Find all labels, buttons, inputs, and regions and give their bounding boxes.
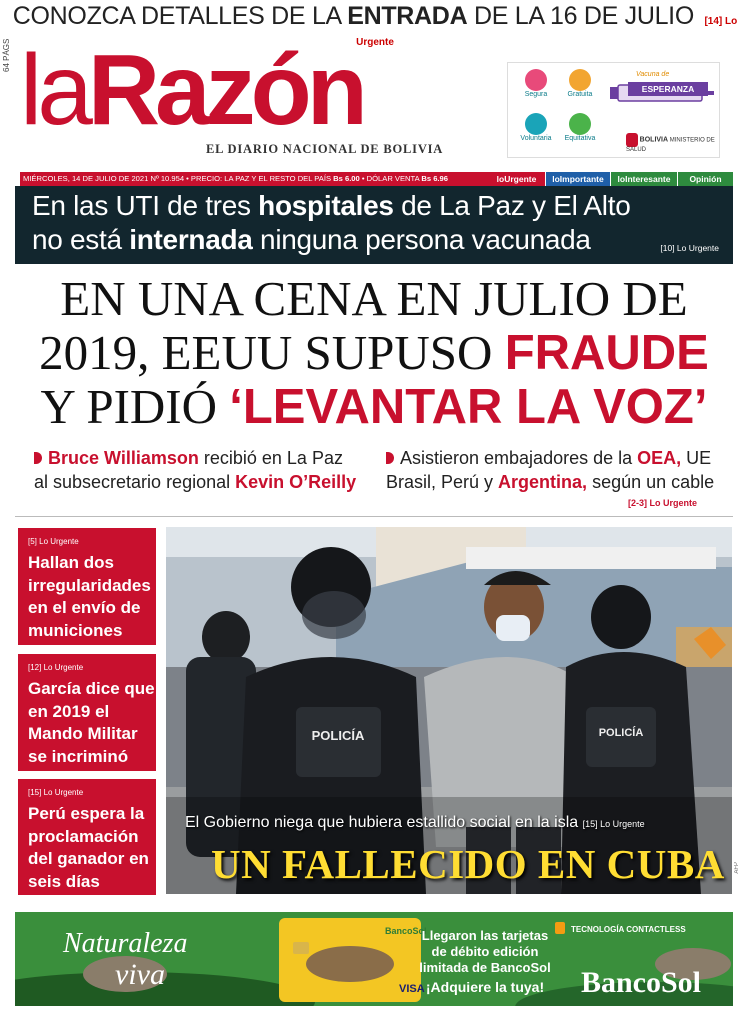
cuba-photo[interactable] — [166, 527, 732, 894]
story-ref: [15] Lo Urgente — [28, 788, 84, 797]
ad-brand: BancoSol — [580, 966, 702, 999]
newspaper-logo[interactable]: laRazón — [20, 34, 363, 146]
feature-voluntaria: Voluntaria — [514, 111, 558, 155]
top-teaser-text: CONOZCA DETALLES DE LA ENTRADA DE LA 16 DE JULIO — [12, 2, 694, 30]
ad-message-4: ¡Adquiere la tuya! — [425, 979, 545, 995]
story-box-garcia[interactable] — [18, 654, 156, 771]
subhead-ref: [2-3] Lo Urgente — [628, 498, 698, 508]
uti-line-1: En las UTI de tres hospitales de La Paz y El Alto — [32, 190, 631, 221]
masthead — [20, 34, 480, 168]
dateline: MIÉRCOLES, 14 DE JULIO DE 2021 Nº 10.954 • PRECIO: LA PAZ Y EL RESTO DEL PAÍS Bs 6.00 • DÓLAR VENTA Bs 6.96 — [20, 172, 490, 186]
scale-icon — [569, 113, 591, 135]
ad-message-3: limitada de BancoSol — [419, 960, 551, 975]
story-box-municiones[interactable] — [18, 528, 156, 645]
coin-icon — [569, 69, 591, 91]
vaccine-ad-pre: Vacuna de — [636, 71, 670, 78]
feature-gratuita: Gratuita — [558, 67, 602, 111]
headline-line-1: EN UNA CENA EN JULIO DE — [60, 271, 688, 326]
card-brand: BancoSol — [385, 926, 427, 936]
feature-equitativa: Equitativa — [558, 111, 602, 155]
government-logo: BOLIVIA MINISTERIO DE SALUD — [626, 133, 720, 153]
coat-of-arms-icon — [626, 133, 638, 147]
tagline: EL DIARIO NACIONAL DE BOLIVIA — [206, 142, 444, 156]
bullet-icon — [34, 452, 42, 464]
divider — [15, 516, 733, 517]
subhead-left: Bruce Williamson recibió en La Paz al subsecretario regional Kevin O’Reilly — [34, 448, 357, 492]
ad-title-viva: viva — [115, 958, 165, 991]
feature-segura: Segura — [514, 67, 558, 111]
bullet-icon — [386, 452, 394, 464]
section-lointeresante[interactable]: loInteresante — [611, 172, 677, 186]
story-box-peru[interactable] — [18, 779, 156, 895]
ad-tech-label: TECNOLOGÍA CONTACTLESS — [571, 925, 686, 934]
ad-title-naturaleza: Naturaleza — [63, 928, 188, 959]
story-ref: [12] Lo Urgente — [28, 663, 84, 672]
bancosol-ad[interactable] — [15, 912, 733, 1006]
hand-icon — [525, 113, 547, 135]
photo-caption: El Gobierno niega que hubiera estallido social en la isla [15] Lo Urgente — [185, 814, 645, 831]
uti-banner[interactable] — [15, 186, 733, 264]
page-count-label: 64 PÁGS — [2, 38, 11, 72]
vaccine-ad-features — [514, 67, 602, 155]
section-loimportante[interactable]: loImportante — [546, 172, 610, 186]
story-ref: [5] Lo Urgente — [28, 537, 79, 546]
story-text: García dice que en 2019 el Mando Militar se incriminó — [28, 679, 155, 766]
uti-line-2: no está internada ninguna persona vacunada — [32, 224, 591, 255]
vest-label-right: POLICÍA — [598, 727, 644, 739]
top-teaser[interactable] — [0, 0, 750, 48]
story-text: Perú espera la proclamación del ganador en seis días — [28, 804, 149, 891]
shield-icon — [525, 69, 547, 91]
top-teaser-ref: [14] Lo Urgente — [356, 16, 738, 48]
section-lourgente[interactable]: loUrgente — [488, 172, 545, 186]
section-opinion[interactable]: Opinión — [678, 172, 733, 186]
card-chip-icon — [293, 942, 309, 954]
contactless-icon — [555, 922, 565, 934]
headline-line-3: Y PIDIÓ ‘LEVANTAR LA VOZ’ — [40, 379, 708, 434]
vaccine-ad-title: ESPERANZA — [628, 82, 708, 96]
uti-ref: [10] Lo Urgente — [660, 243, 719, 253]
vest-label-left: POLICÍA — [311, 728, 365, 743]
story-text: Hallan dos irregularidades en el envío de municiones — [28, 553, 151, 640]
main-headline[interactable] — [15, 272, 733, 434]
police-arrest-image — [166, 527, 732, 894]
ad-message-1: Llegaron las tarjetas — [421, 928, 549, 943]
vaccine-ad[interactable] — [507, 62, 720, 158]
ad-message-2: de débito edición — [431, 944, 539, 959]
card-network: VISA — [399, 983, 425, 995]
section-nav — [488, 172, 733, 186]
photo-headline[interactable]: UN FALLECIDO EN CUBA — [211, 841, 725, 887]
headline-line-2: 2019, EEUU SUPUSO FRAUDE — [39, 325, 709, 380]
subhead-right: Asistieron embajadores de la OEA, UE Brasil, Perú y Argentina, según un cable — [386, 448, 715, 492]
bancosol-ad-background — [15, 912, 733, 1006]
photo-credit: AFP — [734, 862, 740, 874]
